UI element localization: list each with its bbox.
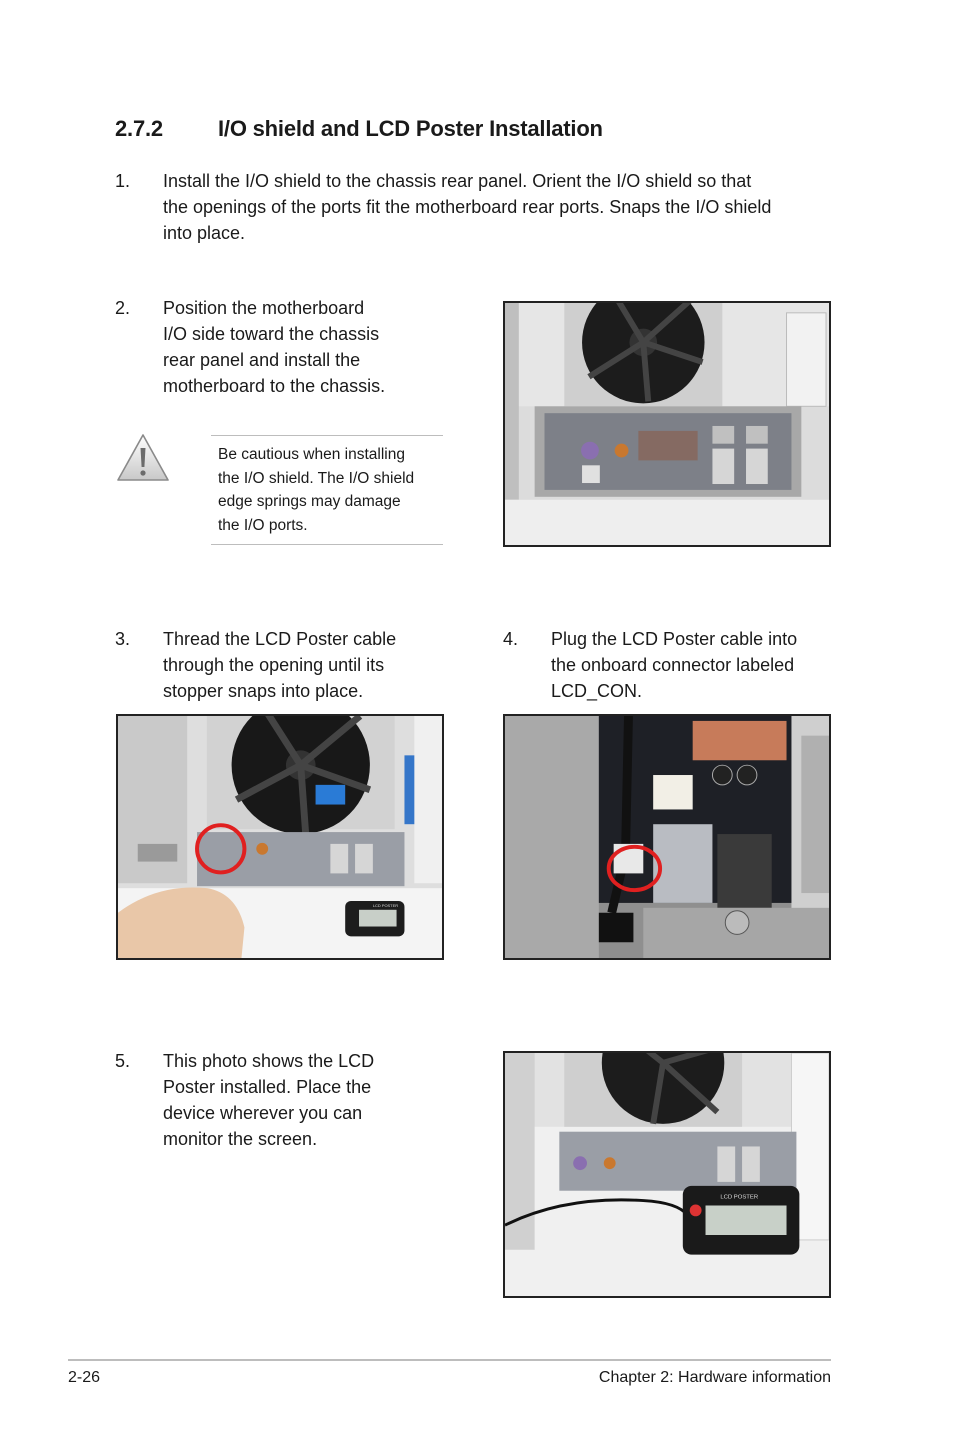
step-text xyxy=(163,295,385,399)
lcd-poster-label: LCD POSTER xyxy=(720,1194,759,1201)
step-number: 2. xyxy=(115,298,131,318)
caution-line: Be cautious when installing xyxy=(218,446,405,463)
photo-lcd-poster-installed xyxy=(503,1051,831,1298)
step-line: the onboard connector labeled xyxy=(551,655,795,675)
step-text xyxy=(163,626,396,704)
step-2 xyxy=(115,295,455,405)
step-4 xyxy=(503,626,843,706)
step-line: Install the I/O shield to the chassis rear panel. Orient the I/O shield so that xyxy=(163,171,752,191)
photo-thread-cable xyxy=(116,714,444,960)
step-line: stopper snaps into place. xyxy=(163,681,364,701)
section-title: I/O shield and LCD Poster Installation xyxy=(218,116,603,141)
step-line: I/O side toward the chassis xyxy=(163,324,380,344)
lcd-poster-label: LCD POSTER xyxy=(372,902,399,908)
step-line: Position the motherboard xyxy=(163,298,365,318)
step-line: into place. xyxy=(163,223,246,243)
caution-line: the I/O ports. xyxy=(218,516,308,534)
chapter-title: Chapter 2: Hardware information xyxy=(598,1369,831,1386)
step-line: the openings of the ports fit the motherboard rear ports. Snaps the I/O shield xyxy=(163,197,772,217)
step-line: rear panel and install the xyxy=(163,350,361,370)
photo-io-shield-installed xyxy=(503,301,831,547)
step-line: device wherever you can xyxy=(163,1103,363,1123)
step-1 xyxy=(115,168,855,248)
step-number: 5. xyxy=(115,1051,131,1071)
caution-line: edge springs may damage xyxy=(218,493,401,510)
step-line: Poster installed. Place the xyxy=(163,1077,372,1097)
step-text xyxy=(551,626,797,704)
step-5 xyxy=(115,1048,455,1158)
caution-triangle-icon xyxy=(116,433,170,483)
step-line: through the opening until its xyxy=(163,655,385,675)
step-line: Thread the LCD Poster cable xyxy=(163,629,397,649)
footer-rule xyxy=(68,1359,831,1361)
step-line: LCD_CON. xyxy=(551,681,643,701)
page-number: 2-26 xyxy=(68,1369,101,1386)
step-3 xyxy=(115,626,445,706)
step-line: Plug the LCD Poster cable into xyxy=(551,629,798,649)
step-text xyxy=(163,168,771,246)
step-line: monitor the screen. xyxy=(163,1129,318,1149)
step-number: 4. xyxy=(503,629,519,649)
caution-line: the I/O shield. The I/O shield xyxy=(218,469,415,487)
step-number: 3. xyxy=(115,629,131,649)
caution-note xyxy=(211,435,443,545)
step-text xyxy=(163,1048,374,1152)
photo-plug-lcd-con xyxy=(503,714,831,960)
step-line: This photo shows the LCD xyxy=(163,1051,375,1071)
section-heading xyxy=(115,116,603,142)
section-number: 2.7.2 xyxy=(115,116,163,141)
step-line: motherboard to the chassis. xyxy=(163,376,386,396)
step-number: 1. xyxy=(115,171,131,191)
